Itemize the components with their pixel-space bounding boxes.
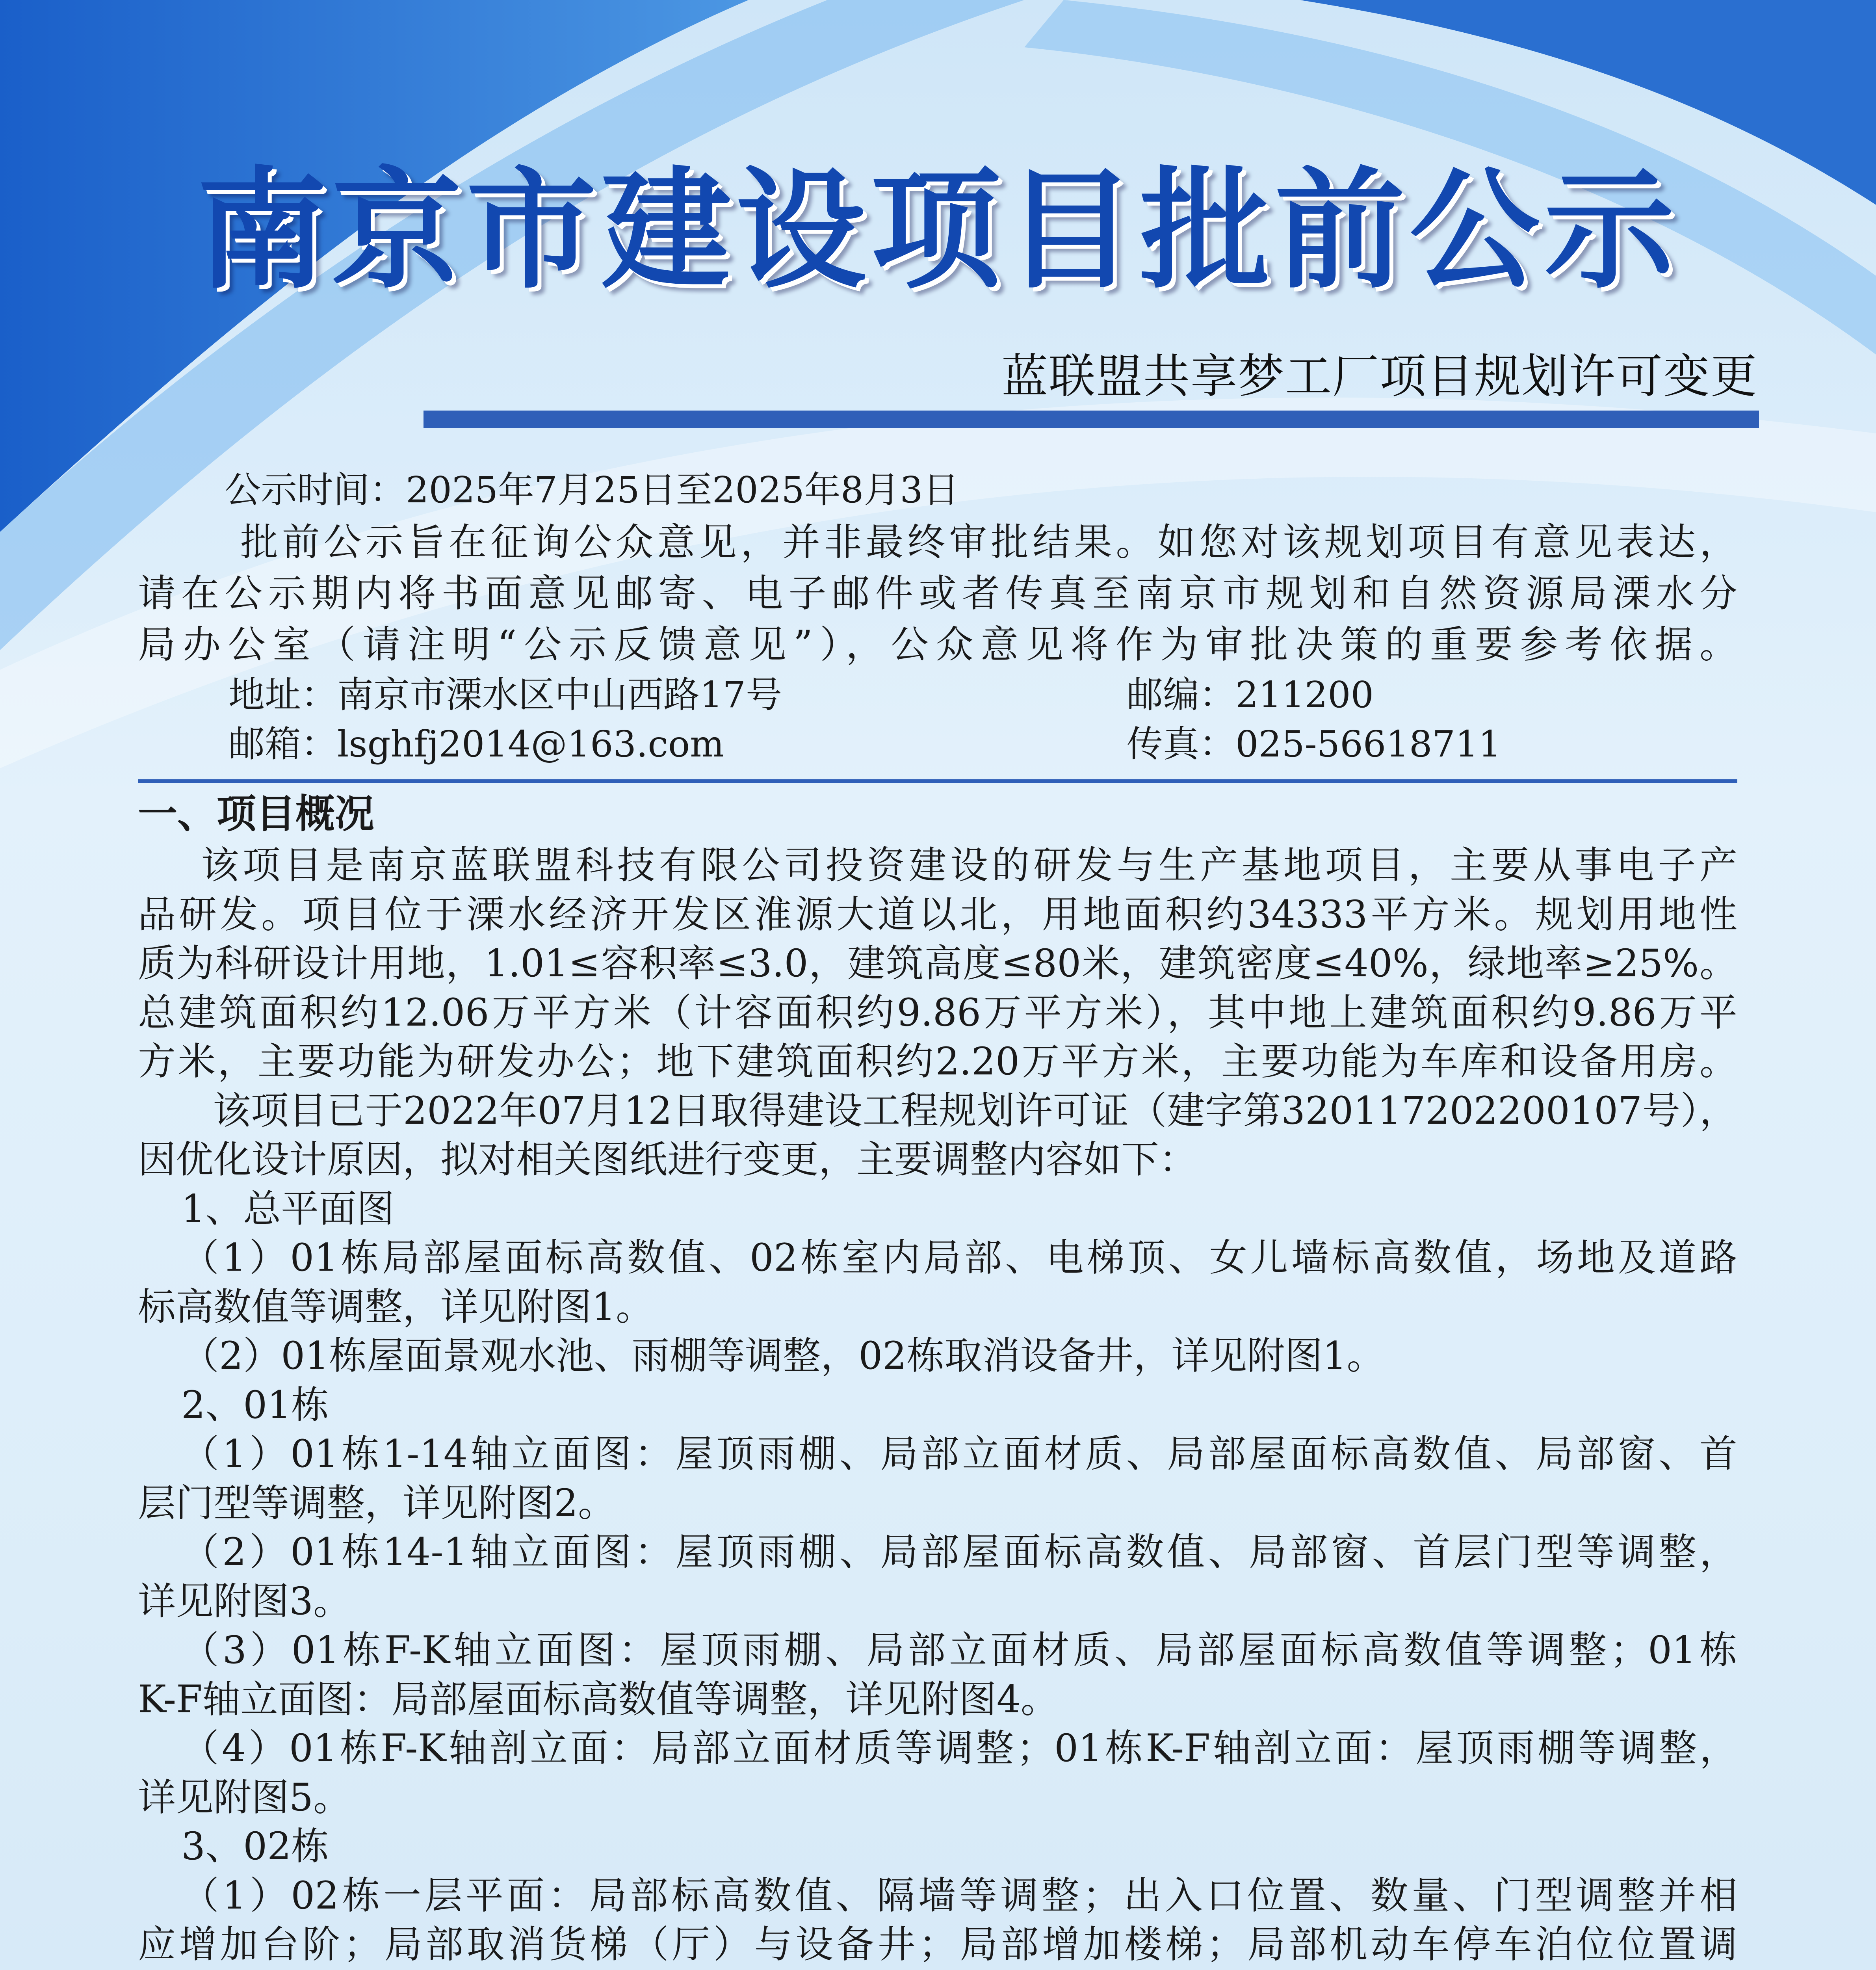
- section-line: （4）01栋F-K轴剖立面：局部立面材质等调整；01栋K-F轴剖立面：屋顶雨棚等调整，: [181, 1726, 1737, 1770]
- section-line: 3、02栋: [181, 1824, 329, 1868]
- section-line: 该项目是南京蓝联盟科技有限公司投资建设的研发与生产基地项目，主要从事电子产: [201, 843, 1737, 887]
- section-line: （1）01栋局部屋面标高数值、02栋室内局部、电梯顶、女儿墙标高数值，场地及道路: [181, 1236, 1737, 1280]
- notice-fax: 传真：025-56618711: [1127, 723, 1501, 765]
- section-line: 层门型等调整，详见附图2。: [138, 1481, 616, 1525]
- notice-email: 邮箱：lsghfj2014@163.com: [228, 723, 724, 765]
- notice-intro-line: 请在公示期内将书面意见邮寄、电子邮件或者传真至南京市规划和自然资源局溧水分: [138, 571, 1737, 615]
- notice-time: 公示时间：2025年7月25日至2025年8月3日: [225, 469, 959, 511]
- section-line: （2）01栋屋面景观水池、雨棚等调整，02栋取消设备井，详见附图1。: [181, 1334, 1385, 1378]
- section-line: 2、01栋: [181, 1383, 329, 1427]
- notice-intro-line: 批前公示旨在征询公众意见，并非最终审批结果。如您对该规划项目有意见表达，: [240, 520, 1737, 564]
- section-line: 因优化设计原因，拟对相关图纸进行变更，主要调整内容如下：: [138, 1137, 1197, 1182]
- section-line: 质为科研设计用地，1.01≤容积率≤3.0，建筑高度≤80米，建筑密度≤40%，绿地率≥25%。: [138, 941, 1737, 985]
- section-line: 品研发。项目位于溧水经济开发区淮源大道以北，用地面积约34333平方米。规划用地性: [138, 892, 1737, 937]
- subtitle-rule: [423, 411, 1759, 428]
- section-heading: 一、项目概况: [138, 791, 374, 837]
- section-line: （2）01栋14-1轴立面图：屋顶雨棚、局部屋面标高数值、局部窗、首层门型等调整，: [181, 1530, 1737, 1574]
- section-line: 方米，主要功能为研发办公；地下建筑面积约2.20万平方米，主要功能为车库和设备用房。: [138, 1039, 1737, 1084]
- section-line: 标高数值等调整，详见附图1。: [138, 1284, 654, 1329]
- section-line: 该项目已于2022年07月12日取得建设工程规划许可证（建字第320117202200107号），: [213, 1088, 1737, 1133]
- section-line: （1）01栋1-14轴立面图：屋顶雨棚、局部立面材质、局部屋面标高数值、局部窗、首: [181, 1432, 1737, 1476]
- section-line: 详见附图5。: [138, 1775, 351, 1819]
- section-line: （3）01栋F-K轴立面图：屋顶雨棚、局部立面材质、局部屋面标高数值等调整；01栋: [181, 1628, 1737, 1672]
- section-line: （1）02栋一层平面：局部标高数值、隔墙等调整；出入口位置、数量、门型调整并相: [181, 1873, 1737, 1918]
- notice-address: 地址：南京市溧水区中山西路17号: [228, 674, 782, 716]
- page-title: 南京市建设项目批前公示: [197, 155, 1679, 306]
- section-line: 应增加台阶；局部取消货梯（厅）与设备井；局部增加楼梯；局部机动车停车泊位位置调: [138, 1922, 1737, 1966]
- section-rule: [138, 779, 1737, 783]
- section-line: K-F轴立面图：局部屋面标高数值等调整，详见附图4。: [138, 1677, 1059, 1721]
- page-subtitle: 蓝联盟共享梦工厂项目规划许可变更: [1001, 349, 1758, 403]
- notice-postcode: 邮编：211200: [1127, 674, 1374, 716]
- notice-intro-line: 局办公室（请注明“公示反馈意见”），公众意见将作为审批决策的重要参考依据。: [138, 623, 1737, 667]
- section-line: [138, 1964, 1737, 1970]
- section-line: 详见附图3。: [138, 1579, 351, 1623]
- section-line: 总建筑面积约12.06万平方米（计容面积约9.86万平方米），其中地上建筑面积约9.86万平: [138, 990, 1737, 1035]
- section-line: 1、总平面图: [181, 1186, 395, 1231]
